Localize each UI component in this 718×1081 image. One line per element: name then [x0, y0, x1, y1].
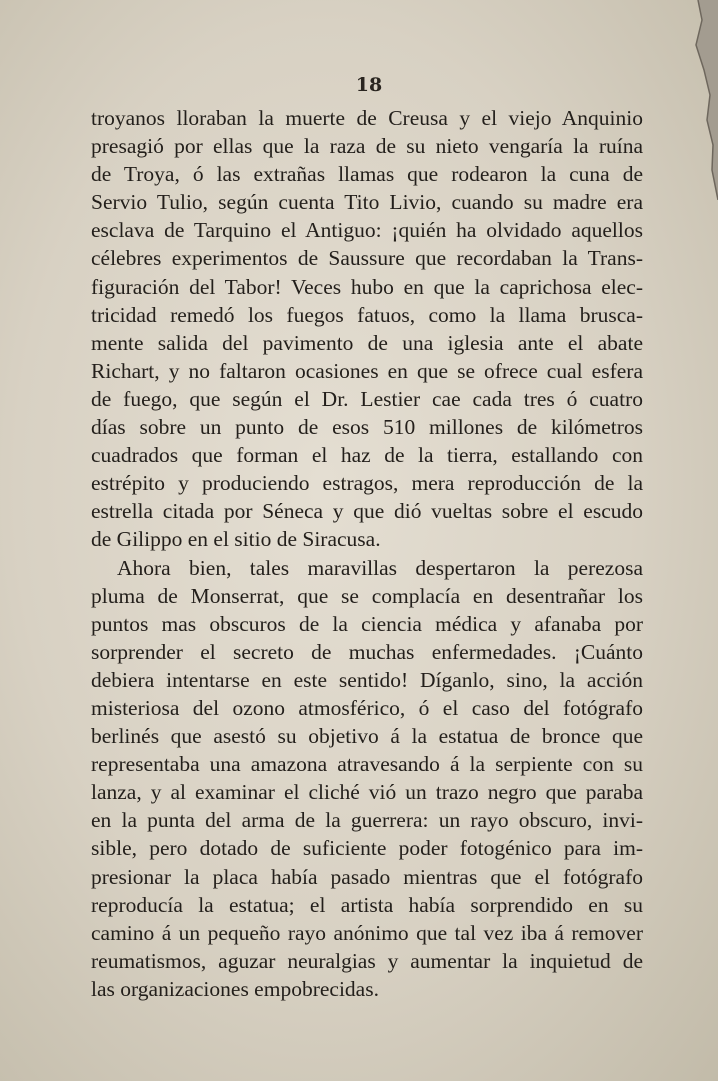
text-line: días sobre un punto de esos 510 millones de kilómetros: [91, 415, 643, 440]
text-line: esclava de Tarquino el Antiguo: ¡quién ha olvidado aquellos: [91, 218, 643, 243]
text-line: estrella citada por Séneca y que dió vueltas sobre el escudo: [91, 499, 643, 524]
text-line: lanza, y al examinar el cliché vió un trazo negro que paraba: [91, 780, 643, 805]
text-line: tricidad remedó los fuegos fatuos, como la llama brusca-: [91, 302, 643, 327]
text-line: de fuego, que según el Dr. Lestier cae cada tres ó cuatro: [91, 386, 643, 411]
text-line: estrépito y produciendo estragos, mera reproducción de la: [91, 471, 643, 496]
text-line: de Gilippo en el sitio de Siracusa.: [91, 527, 381, 552]
body-text: [91, 104, 643, 1003]
text-line: sorprender el secreto de muchas enfermedades. ¡Cuánto: [91, 639, 643, 664]
text-line: troyanos lloraban la muerte de Creusa y el viejo Anquinio: [91, 106, 643, 130]
text-line: presagió por ellas que la raza de su nieto vengaría la ruína: [91, 134, 643, 159]
text-line: de Troya, ó las extrañas llamas que rodearon la cuna de: [91, 162, 643, 187]
text-line: célebres experimentos de Saussure que recordaban la Trans-: [91, 246, 643, 271]
text-line: debiera intentarse en este sentido! Díganlo, sino, la acción: [91, 667, 643, 692]
text-line: reumatismos, aguzar neuralgias y aumentar la inquietud de: [91, 948, 643, 973]
text-line: reproducía la estatua; el artista había sorprendido en su: [91, 892, 643, 917]
text-line: en la punta del arma de la guerrera: un rayo obscuro, invi-: [91, 808, 643, 833]
text-line: pluma de Monserrat, que se complacía en desentrañar los: [91, 583, 643, 608]
text-line: presionar la placa había pasado mientras que el fotógrafo: [91, 864, 643, 889]
text-line: sible, pero dotado de suficiente poder fotogénico para im-: [91, 836, 643, 861]
text-line: Ahora bien, tales maravillas despertaron la perezosa: [117, 555, 643, 580]
text-line: las organizaciones empobrecidas.: [91, 976, 379, 1001]
torn-corner: [658, 0, 718, 200]
text-line: berlinés que asestó su objetivo á la estatua de bronce que: [91, 724, 643, 749]
page-number: 18: [355, 74, 383, 96]
text-line: camino á un pequeño rayo anónimo que tal vez iba á remover: [91, 920, 643, 945]
text-line: misteriosa del ozono atmosférico, ó el caso del fotógrafo: [91, 695, 643, 720]
text-line: cuadrados que forman el haz de la tierra, estallando con: [91, 443, 643, 468]
text-line: figuración del Tabor! Veces hubo en que la caprichosa elec-: [91, 274, 643, 299]
text-line: puntos mas obscuros de la ciencia médica y afanaba por: [91, 611, 643, 636]
text-line: mente salida del pavimento de una iglesia ante el abate: [91, 330, 643, 355]
text-line: Richart, y no faltaron ocasiones en que se ofrece cual esfera: [91, 358, 643, 383]
text-line: representaba una amazona atravesando á la serpiente con su: [91, 752, 643, 777]
text-line: Servio Tulio, según cuenta Tito Livio, cuando su madre era: [91, 190, 643, 215]
